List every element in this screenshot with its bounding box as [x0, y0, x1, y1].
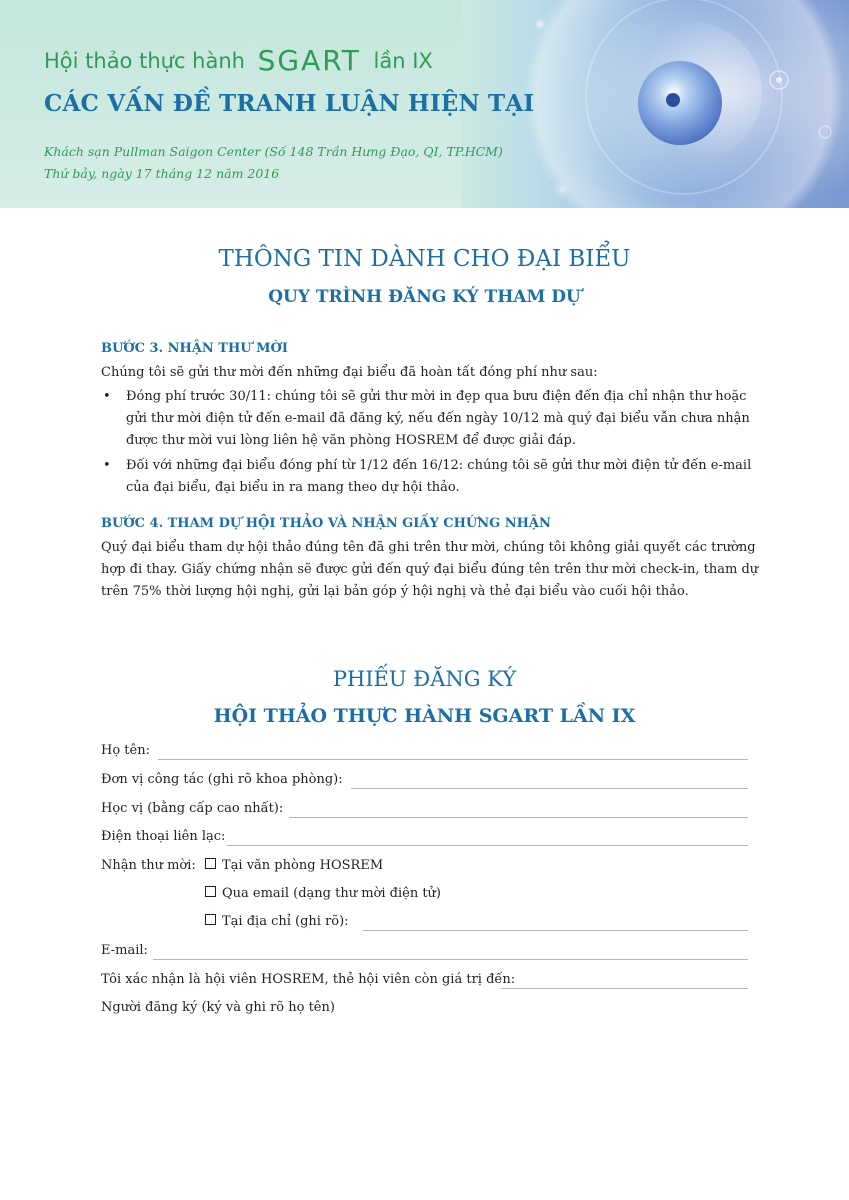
workshop-name — [44, 44, 433, 77]
email-row — [101, 943, 748, 963]
email-field[interactable] — [153, 959, 748, 960]
name-field[interactable] — [158, 759, 748, 760]
degree-label: Học vị (bằng cấp cao nhất): — [101, 801, 284, 816]
venue-text: Khách sạn Pullman Saigon Center (Số 148 Trần Hưng Đạo, QI, TP.HCM) — [44, 144, 503, 159]
step3-bullet-1: • Đóng phí trước 30/11: chúng tôi sẽ gửi thư mời in đẹp qua bưu điện đến địa chỉ nhận thư hoặc gửi thư mời điện tử đến e-mail đã đăng ký, nếu đến ngày 10/12 mà quý đại biểu vẫn chưa nhận được thư mời vui lòng liên hệ văn phòng HOSREM để được giải đáp. — [101, 386, 761, 452]
name-row — [101, 743, 748, 763]
member-expiry-field[interactable] — [501, 988, 748, 989]
checkbox-icon[interactable] — [205, 858, 216, 869]
unit-field[interactable] — [351, 788, 748, 789]
step3-heading: BƯỚC 3. NHẬN THƯ MỜI — [101, 341, 288, 356]
option-office-label: Tại văn phòng HOSREM — [222, 858, 384, 873]
unit-label: Đơn vị công tác (ghi rõ khoa phòng): — [101, 772, 343, 787]
degree-field[interactable] — [289, 817, 748, 818]
form-subtitle: HỘI THẢO THỰC HÀNH SGART LẦN IX — [213, 705, 636, 727]
form-title: PHIẾU ĐĂNG KÝ — [332, 667, 517, 691]
phone-row — [101, 829, 748, 849]
date-text: Thứ bảy, ngày 17 tháng 12 năm 2016 — [44, 166, 280, 181]
step3-intro: Chúng tôi sẽ gửi thư mời đến những đại biểu đã hoàn tất đóng phí như sau: — [101, 365, 598, 380]
checkbox-icon[interactable] — [205, 886, 216, 897]
option-email[interactable] — [205, 886, 441, 901]
receive-row — [101, 858, 748, 878]
sgart-logo: SGART — [257, 44, 361, 77]
header-banner — [0, 0, 849, 208]
workshop-name-prefix: Hội thảo thực hành — [44, 49, 245, 73]
member-row — [101, 972, 748, 992]
name-label: Họ tên: — [101, 743, 150, 758]
receive-label: Nhận thư mời: — [101, 858, 196, 873]
info-subtitle: QUY TRÌNH ĐĂNG KÝ THAM DỰ — [268, 287, 581, 307]
step4-text: Quý đại biểu tham dự hội thảo đúng tên đã ghi trên thư mời, chúng tôi không giải quyết các trường hợp đi thay. Giấy chứng nhận sẽ được gửi đến quý đại biểu đúng tên trên thư mời check-in, tham dự trên 75% thời lượng hội nghị, gửi lại bản góp ý hội nghị và thẻ đại biểu vào cuối hội thảo. — [101, 540, 759, 599]
signer-label: Người đăng ký (ký và ghi rõ họ tên) — [101, 1000, 335, 1015]
option-email-label: Qua email (dạng thư mời điện tử) — [222, 886, 441, 901]
phone-field[interactable] — [227, 845, 748, 846]
workshop-name-suffix: lần IX — [373, 49, 433, 73]
option-office[interactable] — [205, 858, 383, 873]
email-label: E-mail: — [101, 943, 148, 958]
step3-bullet-list — [101, 386, 761, 502]
unit-row — [101, 772, 748, 792]
step4-heading: BƯỚC 4. THAM DỰ HỘI THẢO VÀ NHẬN GIẤY CHỨNG NHẬN — [101, 516, 551, 531]
step3-bullet-2: • Đối với những đại biểu đóng phí từ 1/12 đến 16/12: chúng tôi sẽ gửi thư mời điện tử đến e-mail của đại biểu, đại biểu in ra mang theo dự hội thảo. — [101, 455, 761, 499]
degree-row — [101, 801, 748, 821]
info-title: THÔNG TIN DÀNH CHO ĐẠI BIỂU — [218, 246, 631, 272]
address-field[interactable] — [363, 930, 748, 931]
address-row — [101, 914, 748, 934]
phone-label: Điện thoại liên lạc: — [101, 829, 226, 844]
option-address-label: Tại địa chỉ (ghi rõ): — [222, 914, 349, 929]
workshop-theme: CÁC VẤN ĐỀ TRANH LUẬN HIỆN TẠI — [44, 90, 535, 117]
member-label: Tôi xác nhận là hội viên HOSREM, thẻ hội viên còn giá trị đến: — [101, 972, 516, 987]
signer-row — [101, 1000, 748, 1020]
